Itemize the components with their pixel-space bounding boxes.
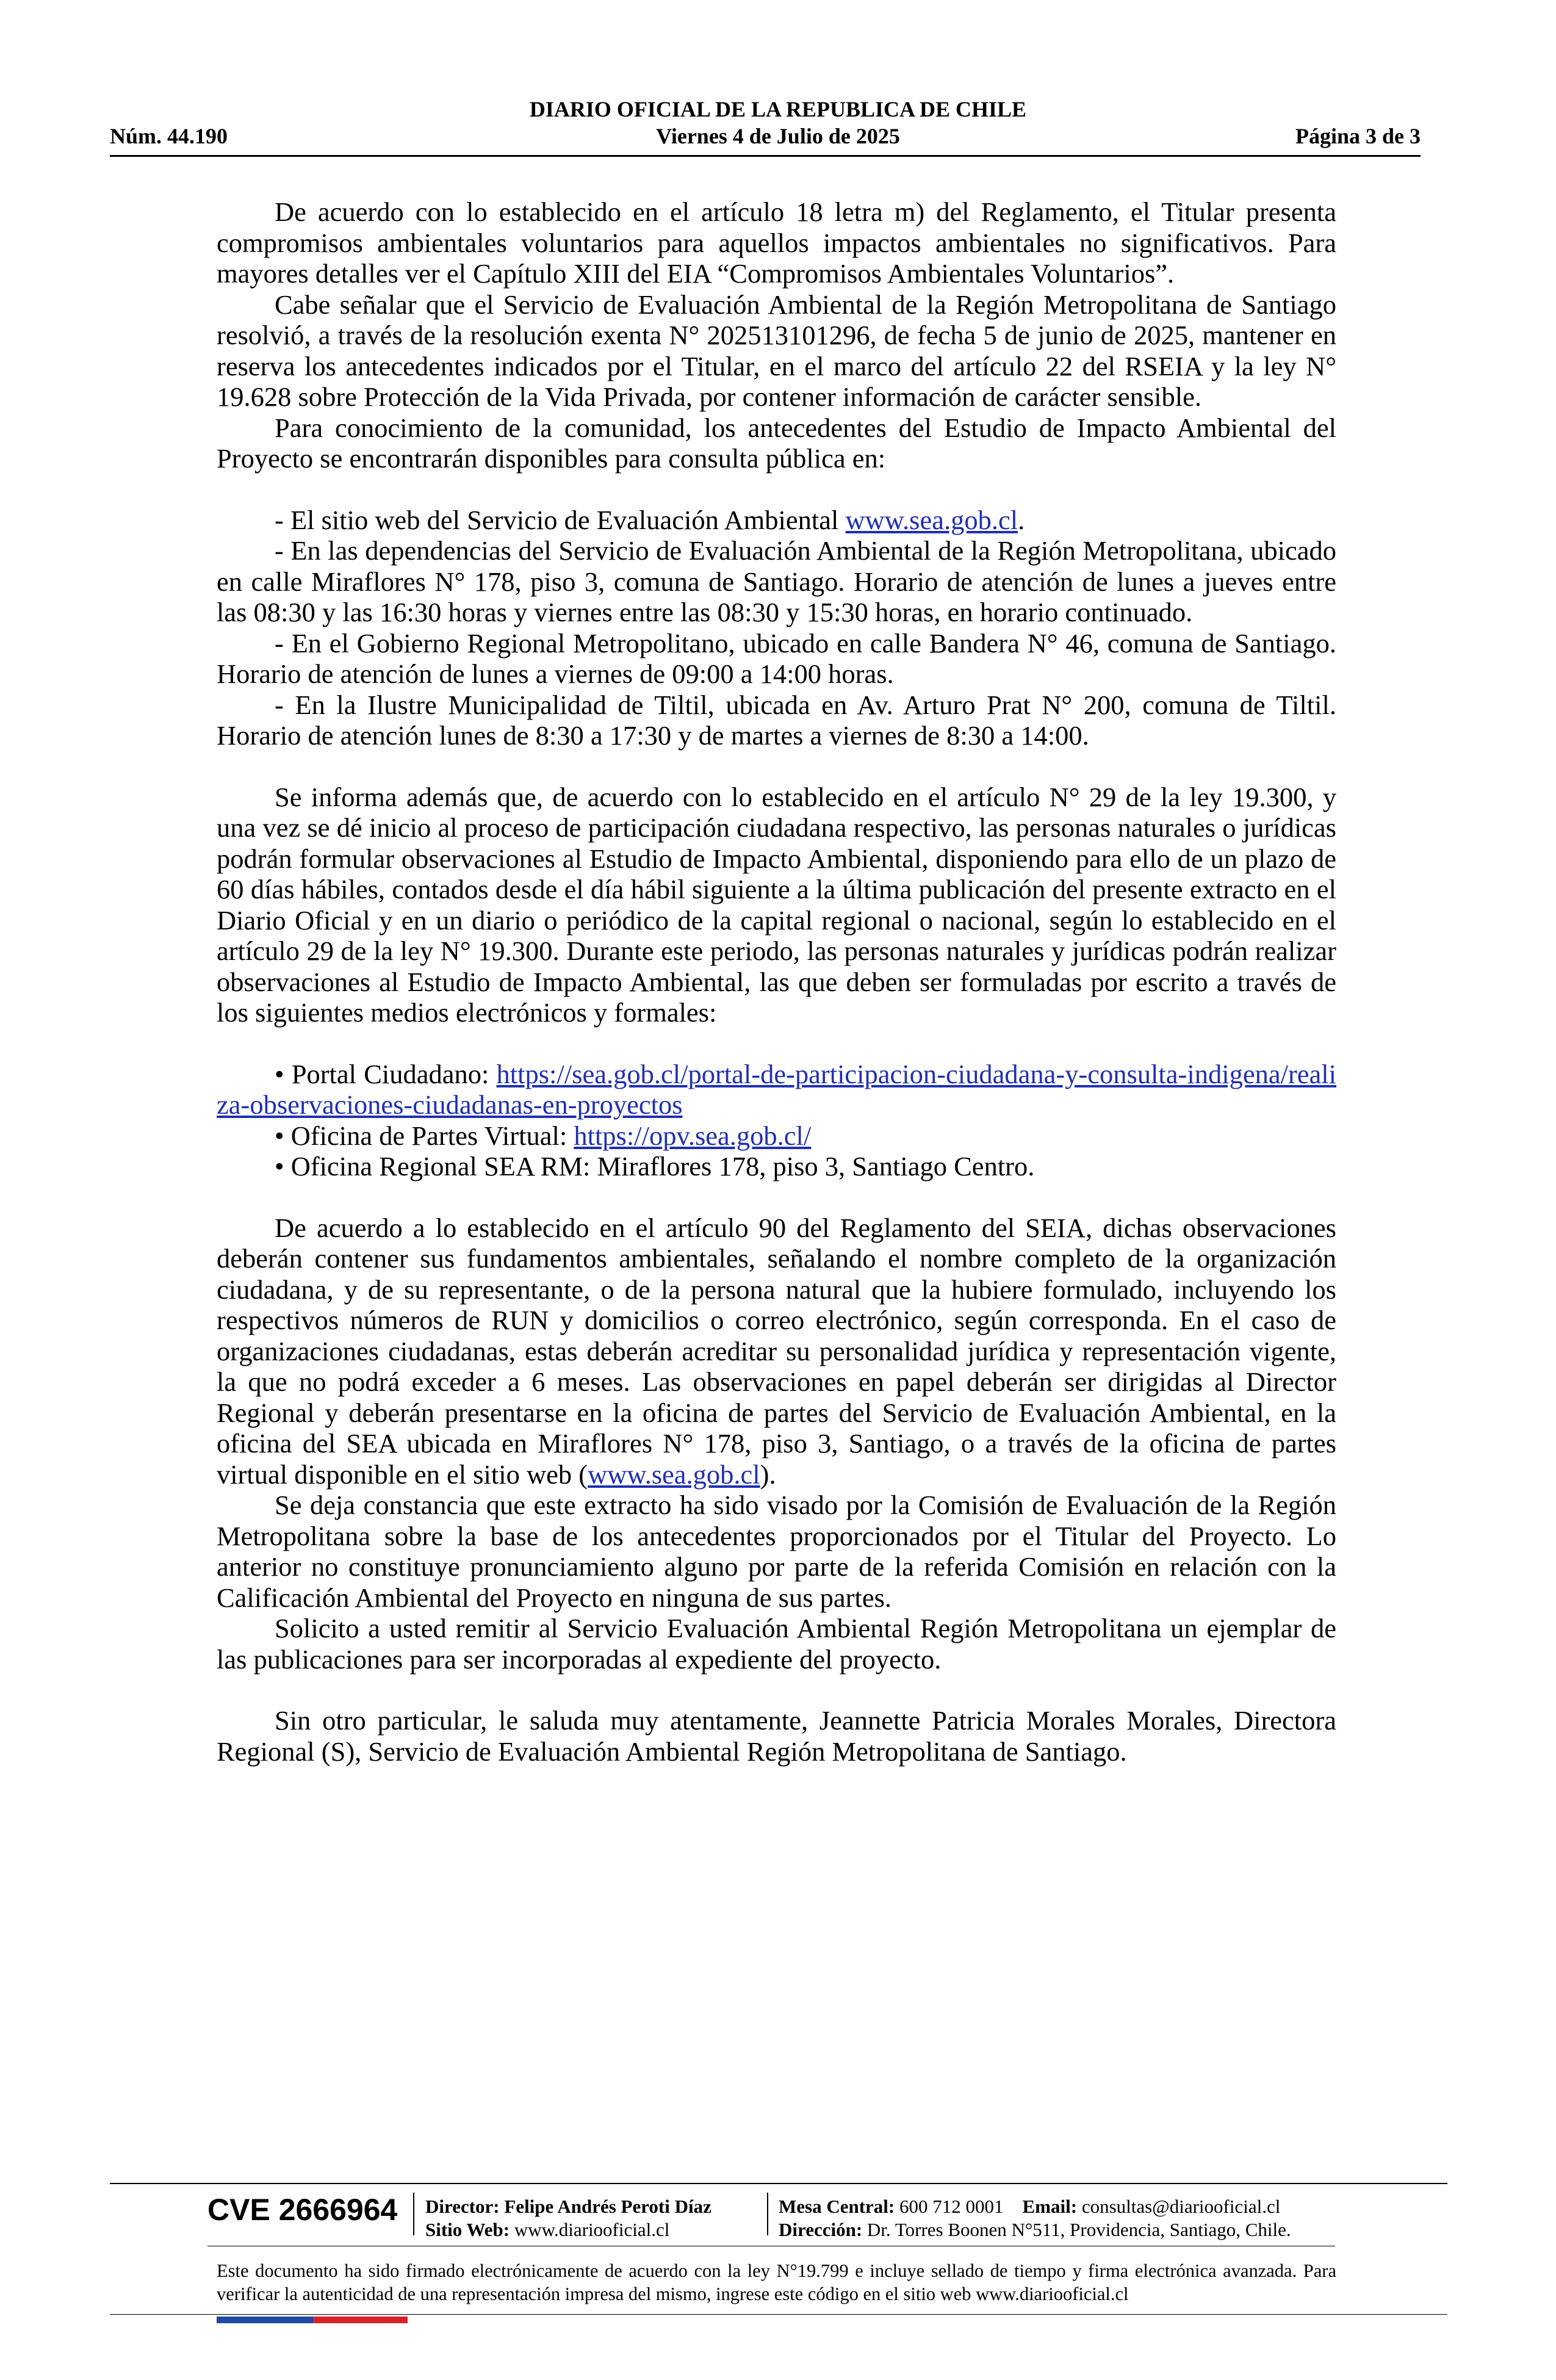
page-indicator: Página 3 de 3 (1295, 124, 1421, 148)
cve-code: CVE 2666964 (207, 2193, 398, 2227)
observaciones-text: De acuerdo a lo establecido en el artículo 90 del Reglamento del SEIA, dichas observaciones deberán contener sus fundamentos ambientales, señalando el nombre completo de la organización ciudadana, y de su representante, o de la persona natural que la hubiere formulado, incluyendo los respectivos números de RUN y domicilios o correo electrónico, según corresponda. En el caso de organizaciones ciudadanas, estas deberán acreditar su personalidad jurídica y representación vigente, la que no podrá exceder a 6 meses. Las observaciones en papel deberán ser dirigidas al Director Regional y deberán presentarse en la oficina de partes del Servicio de Evaluación Ambiental, en la oficina del SEA ubicada en Miraflores N° 178, piso 3, Santiago, o a través de la oficina de partes virtual disponible en el sitio web ( (217, 1212, 1336, 1490)
mesa-label: Mesa Central: (779, 2196, 895, 2217)
paragraph-reserva: Cabe señalar que el Servicio de Evaluación Ambiental de la Región Metropolitana de Santiago resolvió, a través de la resolución exenta N° 202513101296, de fecha 5 de junio de 2025, mantener en reserva los antecedentes indicados por el Titular, en el marco del artículo 22 del RSEIA y la ley N° 19.628 sobre Protección de la Vida Privada, por contener información de carácter sensible. (217, 289, 1336, 412)
footer-divider-bottom (110, 2314, 1447, 2315)
portal-ciudadano-link[interactable]: https://sea.gob.cl/portal-de-participacion-ciudadana-y-consulta-indigena/realiza-observaciones-ciudadanas-en-proyectos (217, 1058, 1336, 1120)
paragraph-despedida: Sin otro particular, le saluda muy atentamente, Jeannette Patricia Morales Morales, Directora Regional (S), Servicio de Evaluación Ambiental Región Metropolitana de Santiago. (217, 1705, 1336, 1767)
flag-stripe-blue (217, 2317, 313, 2323)
website-label: Sitio Web: (425, 2219, 510, 2240)
document-body (217, 197, 1336, 1767)
sea-website-link[interactable]: www.sea.gob.cl (845, 504, 1018, 535)
issue-date: Viernes 4 de Julio de 2025 (656, 124, 900, 148)
signature-notice: Este documento ha sido firmado electrónicamente de acuerdo con la ley N°19.799 e incluye sellado de tiempo y firma electrónica avanzada. Para verificar la autenticidad de una representación impresa del mismo, ingrese este código en el sitio web www.diariooficial.cl (217, 2260, 1336, 2304)
journal-title: DIARIO OFICIAL DE LA REPUBLICA DE CHILE (529, 97, 1027, 121)
bullet-oficina-partes (217, 1120, 1336, 1152)
location-item-website (217, 505, 1336, 536)
issue-number: Núm. 44.190 (110, 124, 228, 148)
bullet-portal-text: • Portal Ciudadano: (275, 1058, 497, 1089)
mesa-value: 600 712 0001 (899, 2196, 1004, 2217)
email-value[interactable]: consultas@diariooficial.cl (1081, 2196, 1281, 2217)
location-website-end: . (1018, 504, 1025, 535)
paragraph-observaciones (217, 1213, 1336, 1490)
address-value: Dr. Torres Boonen N°511, Providencia, Santiago, Chile. (866, 2219, 1291, 2240)
flag-stripe-red (313, 2317, 408, 2323)
director-label: Director: (425, 2196, 500, 2217)
location-item-municipalidad-tiltil: - En la Ilustre Municipalidad de Tiltil, ubicada en Av. Arturo Prat N° 200, comuna de Tiltil. Horario de atención lunes de 8:30 a 17:30 y de martes a viernes de 8:30 a 14:00. (217, 689, 1336, 751)
footer-separator-2 (767, 2193, 768, 2235)
paragraph-compromisos: De acuerdo con lo establecido en el artículo 18 letra m) del Reglamento, el Titular presenta compromisos ambientales voluntarios para aquellos impactos ambientales no significativos. Para mayores detalles ver el Capítulo XIII del EIA “Compromisos Ambientales Voluntarios”. (217, 197, 1336, 289)
footer-divider-top (110, 2183, 1447, 2184)
bullet-oficina-text: • Oficina de Partes Virtual: (275, 1120, 574, 1151)
header-divider (110, 155, 1421, 157)
address-label: Dirección: (779, 2219, 863, 2240)
location-website-text: - El sitio web del Servicio de Evaluación Ambiental (275, 504, 846, 535)
email-label: Email: (1022, 2196, 1078, 2217)
director-value: Felipe Andrés Peroti Díaz (504, 2196, 711, 2217)
observaciones-end: ). (760, 1459, 776, 1490)
bullet-portal-ciudadano (217, 1059, 1336, 1120)
location-item-gobierno-regional: - En el Gobierno Regional Metropolitano, ubicado en calle Bandera N° 46, comuna de Santiago. Horario de atención de lunes a viernes de 09:00 a 14:00 horas. (217, 627, 1336, 689)
paragraph-solicitud: Solicito a usted remitir al Servicio Evaluación Ambiental Región Metropolitana un ejemplar de las publicaciones para ser incorporadas al expediente del proyecto. (217, 1613, 1336, 1675)
paragraph-participacion: Se informa además que, de acuerdo con lo establecido en el artículo N° 29 de la ley 19.300, y una vez se dé inicio al proceso de participación ciudadana respectivo, las personas naturales o jurídicas podrán formular observaciones al Estudio de Impacto Ambiental, disponiendo para ello de un plazo de 60 días hábiles, contados desde el día hábil siguiente a la última publicación del presente extracto en el Diario Oficial y en un diario o periódico de la capital regional o nacional, según lo establecido en el artículo 29 de la ley N° 19.300. Durante este periodo, las personas naturales y jurídicas podrán realizar observaciones al Estudio de Impacto Ambiental, las que deben ser formuladas por escrito a través de los siguientes medios electrónicos y formales: (217, 781, 1336, 1028)
director-info (425, 2195, 711, 2241)
website-value[interactable]: www.diariooficial.cl (514, 2219, 670, 2240)
paragraph-constancia: Se deja constancia que este extracto ha sido visado por la Comisión de Evaluación de la Región Metropolitana sobre la base de los antecedentes proporcionados por el Titular del Proyecto. Lo anterior no constituye pronunciamiento alguno por parte de la referida Comisión en relación con la Calificación Ambiental del Proyecto en ninguna de sus partes. (217, 1490, 1336, 1613)
contact-info (779, 2195, 1291, 2241)
footer-separator (413, 2193, 414, 2235)
location-item-sea-office: - En las dependencias del Servicio de Evaluación Ambiental de la Región Metropolitana, ubicado en calle Miraflores N° 178, piso 3, comuna de Santiago. Horario de atención de lunes a jueves entre las 08:30 y las 16:30 horas y viernes entre las 08:30 y 15:30 horas, en horario continuado. (217, 535, 1336, 627)
sea-website-link-2[interactable]: www.sea.gob.cl (588, 1459, 760, 1490)
bullet-oficina-regional: • Oficina Regional SEA RM: Miraflores 178, piso 3, Santiago Centro. (275, 1151, 1035, 1181)
oficina-partes-link[interactable]: https://opv.sea.gob.cl/ (574, 1120, 812, 1151)
paragraph-consulta-publica: Para conocimiento de la comunidad, los antecedentes del Estudio de Impacto Ambiental del Proyecto se encontrarán disponibles para consulta pública en: (217, 412, 1336, 474)
